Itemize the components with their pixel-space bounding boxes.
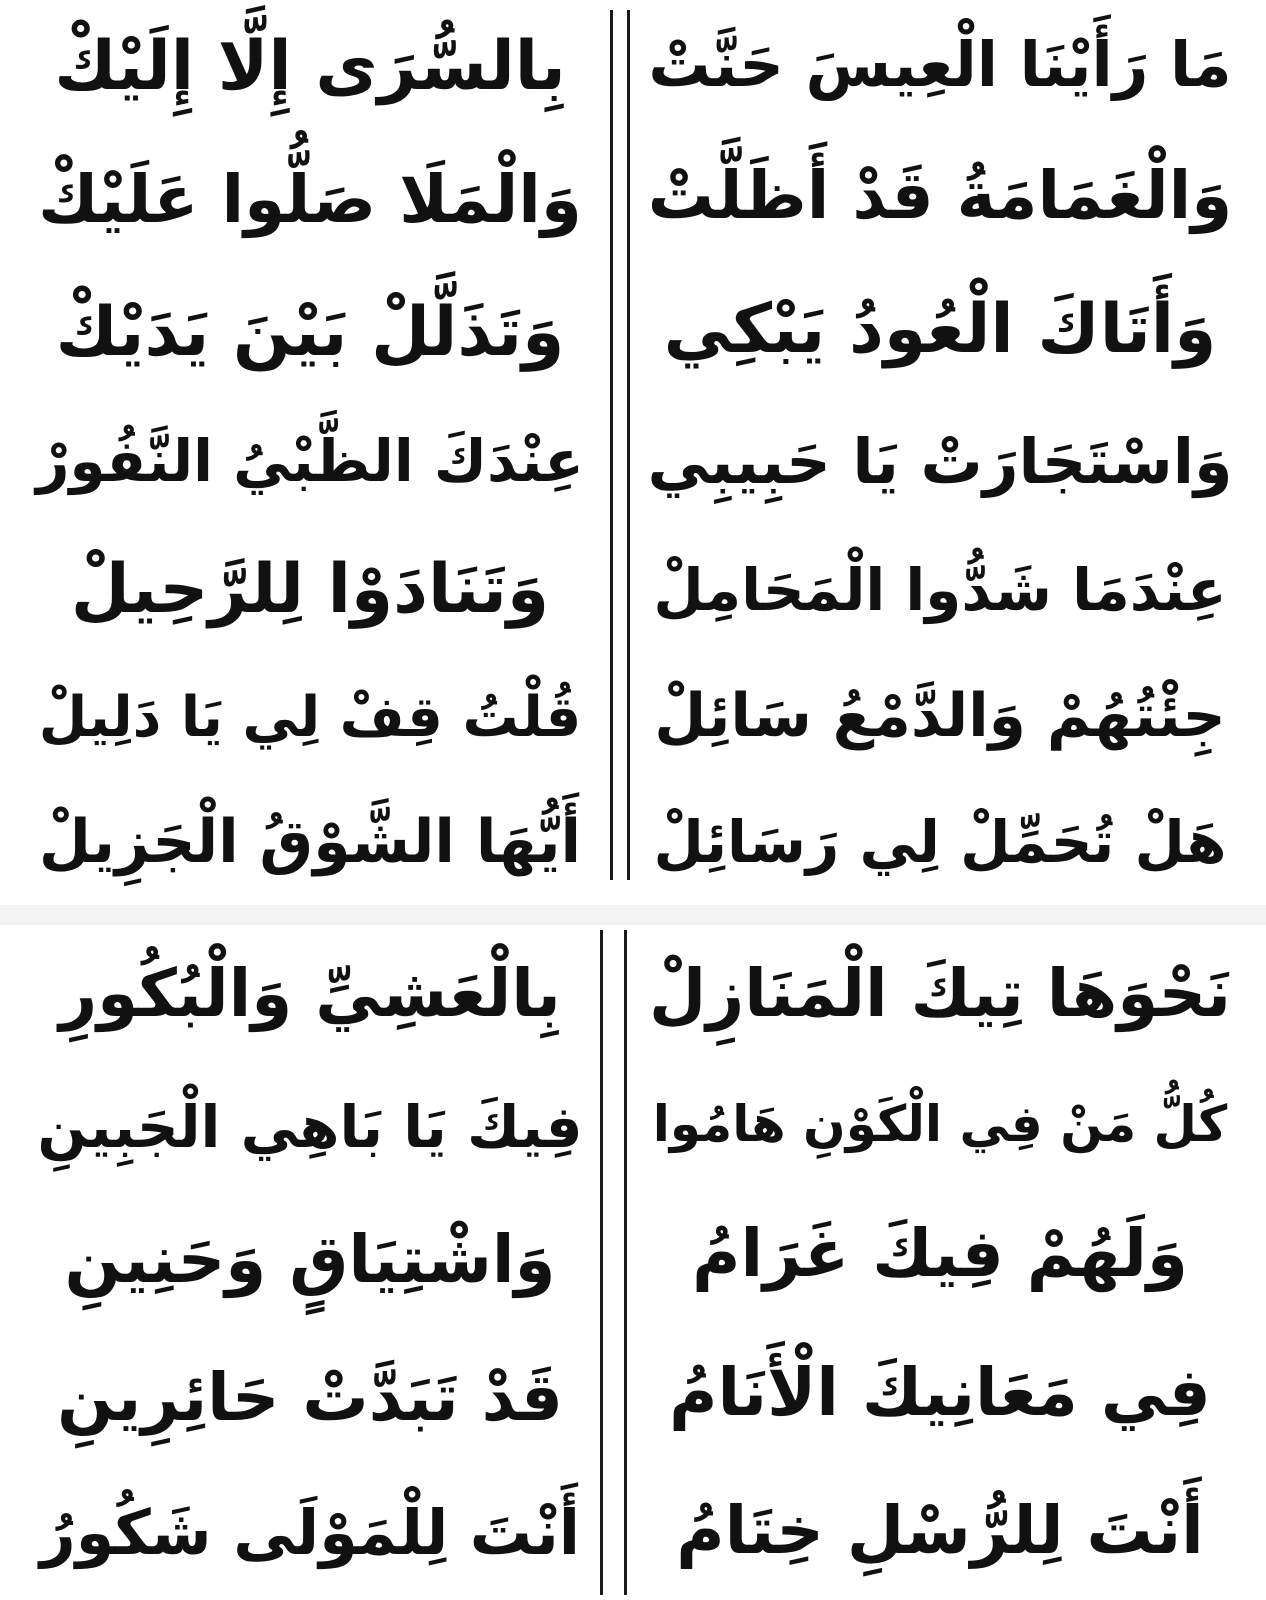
left-column xyxy=(30,925,590,1600)
verse-line: أَيُّهَا الشَّوْقُ الْجَزِيلْ xyxy=(38,806,582,877)
right-column xyxy=(640,0,1240,905)
verse-line: هَلْ تُحَمِّلْ لِي رَسَائِلْ xyxy=(653,808,1227,877)
verse-line: فِي مَعَانِيكَ الْأَنَامُ xyxy=(669,1353,1211,1431)
verse-line: وَتَنَادَوْا لِلرَّحِيلْ xyxy=(70,550,550,630)
verse-line: وَأَتَاكَ الْعُودُ يَبْكِي xyxy=(663,290,1217,370)
stanza-bottom xyxy=(0,925,1266,1600)
column-divider-line xyxy=(610,10,613,880)
verse-line: وَالْمَلَا صَلُّوا عَلَيْكْ xyxy=(38,160,582,238)
verse-line: كُلُّ مَنْ فِي الْكَوْنِ هَامُوا xyxy=(652,1095,1228,1154)
column-divider-line xyxy=(600,930,603,1595)
column-divider-line xyxy=(624,930,627,1595)
verse-line: جِئْتُهُمْ وَالدَّمْعُ سَائِلْ xyxy=(654,681,1226,752)
verse-line: وَاسْتَجَارَتْ يَا حَبِيبِي xyxy=(647,425,1233,499)
verse-line: مَا رَأَيْنَا الْعِيسَ حَنَّتْ xyxy=(648,27,1232,101)
verse-line: عِنْدَكَ الظَّبْيُ النَّفُورْ xyxy=(36,427,584,496)
verse-line: عِنْدَمَا شَدُّوا الْمَحَامِلْ xyxy=(653,555,1227,624)
verse-line: وَلَهُمْ فِيكَ غَرَامُ xyxy=(692,1215,1188,1293)
verse-line: بِالسُّرَى إِلَّا إِلَيْكْ xyxy=(54,26,566,106)
verse-line: قُلْتُ قِفْ لِي يَا دَلِيلْ xyxy=(38,685,582,751)
verse-line: قَدْ تَبَدَّتْ حَائِرِينِ xyxy=(57,1358,563,1436)
right-column xyxy=(640,925,1240,1600)
column-divider-line xyxy=(627,10,630,880)
left-column xyxy=(30,0,590,905)
verse-line: وَاشْتِيَاقٍ وَحَنِينِ xyxy=(64,1221,556,1299)
stanza-separator xyxy=(0,905,1266,925)
verse-line: أَنْتَ لِلْمَوْلَى شَكُورُ xyxy=(40,1496,580,1570)
verse-line: أَنْتَ لِلرُّسْلِ خِتَامُ xyxy=(676,1491,1204,1569)
verse-line: وَتَذَلَّلْ بَيْنَ يَدَيْكْ xyxy=(55,292,565,372)
verse-line: بِالْعَشِيِّ وَالْبُكُورِ xyxy=(59,954,561,1032)
verse-line: نَحْوَهَا تِيكَ الْمَنَازِلْ xyxy=(648,955,1232,1033)
verse-line: فِيكَ يَا بَاهِي الْجَبِينِ xyxy=(37,1093,583,1162)
verse-line: وَالْغَمَامَةُ قَدْ أَظَلَّتْ xyxy=(647,156,1233,234)
